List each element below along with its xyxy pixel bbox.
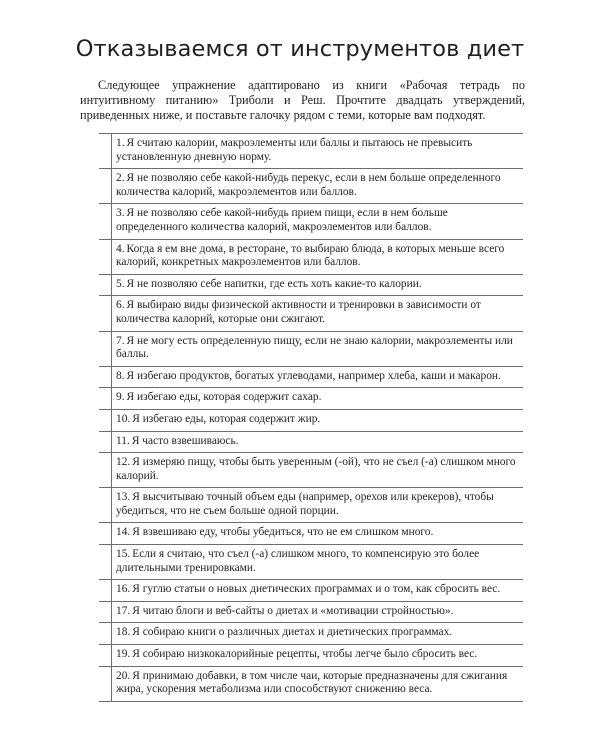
checkbox-cell[interactable] — [99, 601, 112, 623]
statement-number: 13. — [116, 491, 131, 504]
statement-text: Я избегаю еды, которая содержит сахар. — [126, 391, 322, 404]
statement-text: Когда я ем вне дома, в ресторане, то выбираю блюда, в которых меньше всего калорий, конкретных макроэлементов или баллов. — [116, 242, 505, 269]
statement-cell — [112, 645, 524, 667]
statement-text: Я собираю низкокалорийные рецепты, чтобы легче было сбросить вес. — [132, 648, 478, 661]
statement-number: 1. — [116, 137, 125, 149]
statement-cell — [112, 331, 524, 366]
statement-cell — [112, 453, 524, 488]
checkbox-cell[interactable] — [99, 204, 112, 239]
statement-cell — [112, 296, 524, 331]
statement-text: Я гуглю статьи о новых диетических программах и о том, как сбросить вес. — [132, 583, 501, 596]
checklist-row — [99, 623, 523, 645]
statement-text: Я взвешиваю еду, чтобы убедиться, что не ем слишком много. — [132, 526, 434, 539]
statement-cell — [112, 580, 524, 602]
statement-cell — [112, 601, 524, 623]
checklist-body — [99, 134, 523, 702]
checklist-row — [99, 204, 523, 239]
checklist-row — [99, 431, 523, 453]
statement-number: 9. — [116, 391, 125, 404]
checkbox-cell[interactable] — [99, 409, 112, 431]
statement-number: 11. — [116, 434, 130, 447]
checkbox-cell[interactable] — [99, 580, 112, 602]
checkbox-cell[interactable] — [99, 331, 112, 366]
statement-cell — [112, 488, 524, 523]
checkbox-cell[interactable] — [99, 296, 112, 331]
statement-text: Я избегаю продуктов, богатых углеводами, например хлеба, каши и макарон. — [126, 369, 501, 382]
statement-number: 5. — [116, 277, 125, 290]
statement-number: 2. — [116, 172, 125, 185]
statement-number: 17. — [116, 604, 131, 617]
checkbox-cell[interactable] — [99, 453, 112, 488]
checklist-row — [99, 488, 523, 523]
checklist-row — [99, 239, 523, 274]
intro-paragraph: Следующее упражнение адаптировано из книги «Рабочая тетрадь по интуитивному питанию» Триболи и Реш. Прочтите двадцать утверждений, приведенных ниже, и поставьте галочку рядом с теми, которые вам подходят. — [80, 78, 525, 122]
statement-number: 4. — [116, 242, 125, 255]
checklist-row — [99, 274, 523, 296]
statement-cell — [112, 431, 524, 453]
statement-text: Я не могу есть определенную пищу, если не знаю калории, макроэлементы или баллы. — [116, 334, 513, 361]
checkbox-cell[interactable] — [99, 239, 112, 274]
statement-number: 3. — [116, 207, 125, 220]
statement-cell — [112, 204, 524, 239]
statement-cell — [112, 366, 524, 388]
statement-cell — [112, 545, 524, 580]
statement-text: Я не позволяю себе какой-нибудь прием пищи, если в нем больше определенного количества калорий, макроэлементов или баллов. — [116, 207, 448, 233]
statement-text: Я принимаю добавки, в том числе чаи, которые предназначены для сжигания жира, ускорения метаболизма или способствуют снижению веса. — [116, 669, 508, 696]
checklist-row — [99, 366, 523, 388]
checkbox-cell[interactable] — [99, 366, 112, 388]
statement-cell — [112, 666, 524, 701]
statement-number: 6. — [116, 299, 125, 312]
checklist-table — [99, 133, 523, 702]
checklist-row — [99, 169, 523, 204]
checklist-row — [99, 601, 523, 623]
statement-cell — [112, 169, 524, 204]
statement-number: 14. — [116, 526, 131, 539]
statement-number: 16. — [116, 583, 131, 596]
statement-cell — [112, 239, 524, 274]
statement-cell — [112, 409, 524, 431]
checkbox-cell[interactable] — [99, 488, 112, 523]
checkbox-cell[interactable] — [99, 645, 112, 667]
statement-text: Я собираю книги о различных диетах и диетических программах. — [132, 626, 453, 639]
checklist-row — [99, 388, 523, 410]
statement-text: Если я считаю, что съел (-а) слишком много, то компенсирую это более длительными тренировками. — [116, 548, 480, 574]
checklist-row — [99, 134, 523, 169]
statement-text: Я читаю блоги и веб-сайты о диетах и «мотивации стройностью». — [132, 604, 454, 617]
statement-number: 19. — [116, 648, 131, 661]
checkbox-cell[interactable] — [99, 388, 112, 410]
checklist-row — [99, 331, 523, 366]
statement-number: 8. — [116, 369, 125, 382]
checklist-row — [99, 409, 523, 431]
checkbox-cell[interactable] — [99, 523, 112, 545]
statement-number: 12. — [116, 456, 131, 469]
checklist-row — [99, 296, 523, 331]
statement-number: 18. — [116, 626, 131, 639]
statement-number: 7. — [116, 334, 125, 347]
checklist-row — [99, 453, 523, 488]
checklist-row — [99, 523, 523, 545]
statement-text: Я считаю калории, макроэлементы или баллы и пытаюсь не превысить установленную дневную норму. — [116, 137, 473, 163]
statement-text: Я избегаю еды, которая содержит жир. — [132, 412, 321, 425]
checkbox-cell[interactable] — [99, 431, 112, 453]
page-title: Отказываемся от инструментов диет — [75, 36, 525, 62]
statement-cell — [112, 388, 524, 410]
statement-cell — [112, 134, 524, 169]
statement-text: Я измеряю пищу, чтобы быть уверенным (-ой), что не съел (-а) слишком много калорий. — [116, 456, 516, 482]
statement-cell — [112, 274, 524, 296]
statement-text: Я не позволяю себе какой-нибудь перекус, если в нем больше определенного количества калорий, макроэлементов или баллов. — [116, 172, 501, 198]
checkbox-cell[interactable] — [99, 623, 112, 645]
checkbox-cell[interactable] — [99, 169, 112, 204]
checklist-row — [99, 645, 523, 667]
checklist-row — [99, 545, 523, 580]
checkbox-cell[interactable] — [99, 274, 112, 296]
statement-number: 15. — [116, 548, 131, 561]
statement-cell — [112, 623, 524, 645]
statement-text: Я выбираю виды физической активности и тренировки в зависимости от количества калорий, которые они сжигают. — [116, 299, 481, 325]
statement-number: 10. — [116, 412, 131, 425]
checkbox-cell[interactable] — [99, 545, 112, 580]
checkbox-cell[interactable] — [99, 134, 112, 169]
statement-number: 20. — [116, 669, 131, 682]
statement-text: Я высчитываю точный объем еды (например, орехов или крекеров), чтобы убедиться, что не съем больше одной порции. — [116, 491, 494, 517]
statement-cell — [112, 523, 524, 545]
checkbox-cell[interactable] — [99, 666, 112, 701]
statement-text: Я часто взвешиваюсь. — [131, 434, 239, 447]
checklist-row — [99, 666, 523, 701]
checklist-row — [99, 580, 523, 602]
statement-text: Я не позволяю себе напитки, где есть хоть какие-то калории. — [126, 277, 422, 290]
